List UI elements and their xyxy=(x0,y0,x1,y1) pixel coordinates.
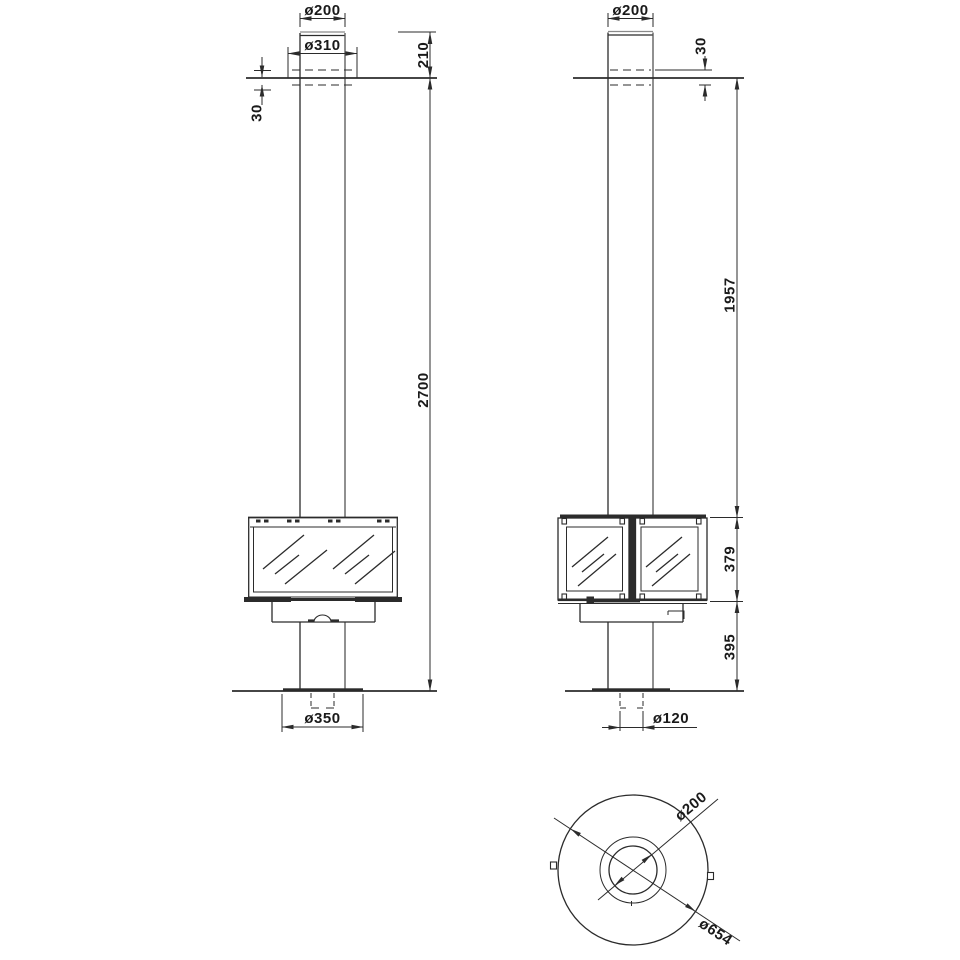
side-view xyxy=(558,2,744,731)
side-firebox-height-label: 379 xyxy=(721,545,739,573)
top-right-hinge-tab xyxy=(708,873,714,880)
side-firebox xyxy=(558,515,707,623)
side-flue-diameter-label: ø200 xyxy=(612,2,649,19)
side-center-mullion xyxy=(629,518,636,600)
front-above-ceiling-label: 210 xyxy=(414,41,432,69)
side-door-latch xyxy=(668,611,684,619)
front-plate-thickness-label: 30 xyxy=(248,104,266,122)
front-flue-pipe xyxy=(300,32,345,689)
front-door-handle xyxy=(314,615,331,622)
front-base-diameter-label: ø350 xyxy=(304,710,341,727)
side-lower-height-label: 395 xyxy=(721,633,739,661)
top-left-hinge-tab xyxy=(551,862,557,869)
front-collar-diameter-label: ø310 xyxy=(304,37,341,54)
side-upper-height-label: 1957 xyxy=(721,277,739,313)
side-plate-thickness-label: 30 xyxy=(692,37,710,55)
front-total-height-label: 2700 xyxy=(414,372,432,408)
top-flue-diameter-label: ø200 xyxy=(671,788,711,825)
side-anchor-diameter-label: ø120 xyxy=(652,710,690,727)
front-view xyxy=(232,2,437,732)
front-glass-pane xyxy=(263,535,395,584)
top-body-diameter-label: ø654 xyxy=(695,915,736,950)
top-view xyxy=(551,788,741,949)
front-firebox xyxy=(244,518,402,623)
front-flue-diameter-label: ø200 xyxy=(304,2,341,19)
